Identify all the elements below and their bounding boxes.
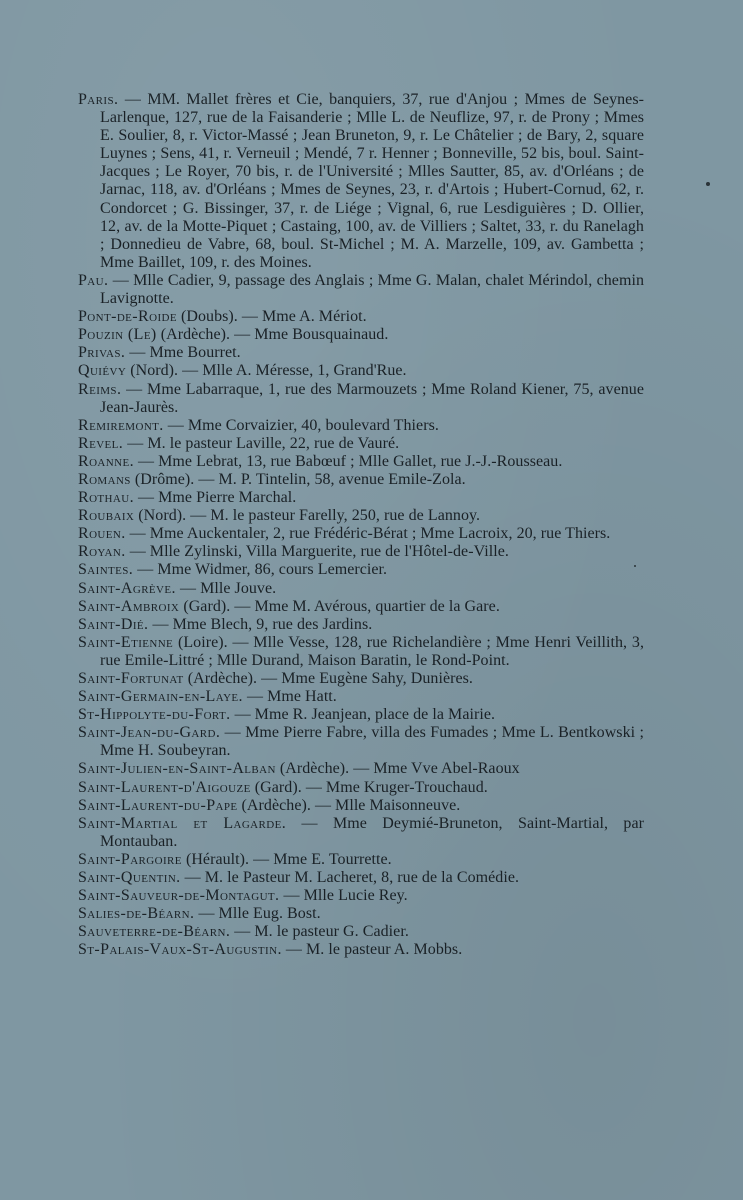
place-name: Revel.: [78, 434, 124, 452]
place-name: Pouzin (Le): [78, 326, 157, 344]
entry-text: — Mlle Zylinski, Villa Marguerite, rue de l'Hôtel-de-Ville.: [125, 543, 509, 561]
entry-text: (Gard). — Mme Kruger-Trouchaud.: [250, 778, 488, 796]
place-name: Saint-Etienne: [78, 633, 174, 651]
entry-text: (Ardèche). — Mme Vve Abel-Raoux: [275, 760, 520, 778]
place-name: Saint-Fortunat: [78, 670, 184, 687]
place-name: Privas.: [78, 344, 126, 362]
entry-text: — Mme Deymié-Bruneton, Saint-Martial, par Montauban.: [100, 814, 644, 850]
entry-pont-de-roide: [78, 308, 644, 326]
entry-saint-laurent-d-aigouze: [78, 779, 644, 797]
place-name: Roanne.: [78, 452, 134, 470]
ink-speck: [634, 565, 636, 567]
place-name: Sauveterre-de-Béarn.: [78, 923, 231, 941]
entry-saintes: [78, 561, 644, 579]
entry-saint-pargoire: [78, 851, 644, 869]
entry-text: — MM. Mallet frères et Cie, banquiers, 37, rue d'Anjou ; Mmes de Seynes-Larlenque, 127, rue de la Faisanderie ; Mlle L. de Neuflize, 97, r. de Prony ; Mmes E. Soulier, 8, r. Victor-Massé ; Jean Bruneton, 9, r. Le Châtelier ; de Bary, 2, square Luynes ; Sens, 41, r. Verneuil ; Mendé, 7 r. Henner ; Bonneville, 52 bis, boul. Saint-Jacques ; Le Royer, 70 bis, r. de l'Université ; Mlles Sautter, 85, av. d'Orléans ; de Jarnac, 118, av. d'Orléans ; Mmes de Seynes, 23, r. d'Artois ; Hubert-Cornud, 62, r. Condorcet ; G. Bissinger, 37, r. de Liége ; Vignal, 6, rue Lesdiguières ; D. Ollier, 12, av. de la Motte-Piquet ; Castaing, 100, av. de Villiers ; Saltet, 33, r. du Ranelagh ; Donnedieu de Vabre, 68, boul. St-Michel ; M. A. Marzelle, 109, av. Gambetta ; Mme Baillet, 109, r. des Moines.: [100, 91, 644, 271]
entry-text: — Mme Pierre Marchal.: [133, 489, 297, 507]
entry-text: — Mme Widmer, 86, cours Lemercier.: [133, 561, 388, 579]
entry-roanne: [78, 453, 644, 471]
entry-st-hippolyte-du-fort: [78, 706, 644, 724]
entry-text: — Mlle Lucie Rey.: [279, 887, 408, 905]
entry-text: (Ardèche). — Mlle Maisonneuve.: [237, 796, 461, 814]
entry-text: — Mme Auckentaler, 2, rue Frédéric-Bérat ; Mme Lacroix, 20, rue Thiers.: [125, 525, 611, 543]
entry-text: — Mme Bourret.: [125, 344, 241, 362]
place-name: Saint-Julien-en-Saint-Alban: [78, 760, 276, 778]
entry-text: — Mme Pierre Fabre, villa des Fumades ; Mme L. Bentkowski ; Mme H. Soubeyran.: [100, 724, 644, 760]
entry-st-palais-vaux-st-augustin: [78, 941, 644, 959]
entry-saint-sauveur-de-montagut: [78, 887, 644, 905]
place-name: Saint-Laurent-du-Pape: [78, 796, 238, 814]
entry-saint-fortunat: [78, 670, 644, 688]
entry-romans: [78, 471, 644, 489]
place-name: Roubaix: [78, 507, 135, 525]
place-name: Saint-Quentin.: [78, 869, 181, 887]
place-name: Royan.: [78, 543, 126, 561]
entry-text: — Mme Corvaizier, 40, boulevard Thiers.: [163, 416, 439, 434]
place-name: Reims.: [78, 380, 122, 398]
place-name: Salies-de-Béarn.: [78, 905, 195, 923]
entry-text: (Gard). — Mme M. Avérous, quartier de la Gare.: [179, 597, 500, 615]
entry-royan: [78, 543, 644, 561]
place-name: Saint-Ambroix: [78, 597, 180, 615]
entry-text: — Mlle Cadier, 9, passage des Anglais ; Mme G. Malan, chalet Mérindol, chemin Lavignotte.: [100, 271, 644, 308]
entry-saint-martial-et-lagarde: [78, 815, 644, 851]
entry-saint-die: [78, 616, 644, 634]
place-name: Pau.: [78, 271, 109, 289]
entry-privas: [78, 344, 644, 362]
place-name: Paris.: [78, 91, 119, 108]
entry-reims: [78, 381, 644, 417]
entry-text: (Nord). — M. le pasteur Farelly, 250, rue de Lannoy.: [134, 507, 481, 525]
entry-rothau: [78, 489, 644, 507]
entry-text: — Mlle Eug. Bost.: [194, 905, 321, 923]
place-name: Saint-Germain-en-Laye.: [78, 688, 243, 706]
entry-saint-jean-du-gard: [78, 724, 644, 760]
place-name: Pont-de-Roide: [78, 308, 177, 326]
directory-list: [78, 91, 644, 960]
entry-saint-germain-en-laye: [78, 688, 644, 706]
entry-text: (Ardèche). — Mme Bousquainaud.: [156, 326, 389, 344]
entry-paris: [78, 91, 644, 272]
entry-rouen: [78, 525, 644, 543]
entry-saint-ambroix: [78, 598, 644, 616]
place-name: Saintes.: [78, 561, 134, 579]
entry-text: — Mlle Jouve.: [175, 579, 277, 597]
entry-text: (Ardèche). — Mme Eugène Sahy, Dunières.: [183, 670, 473, 687]
place-name: Remiremont.: [78, 416, 164, 434]
entry-text: — Mme Labarraque, 1, rue des Marmouzets ; Mme Roland Kiener, 75, avenue Jean-Jaurès.: [100, 380, 644, 416]
place-name: St-Hippolyte-du-Fort.: [78, 706, 231, 724]
entry-saint-agreve: [78, 580, 644, 598]
entry-sauveterre-de-bearn: [78, 923, 644, 941]
entry-saint-julien-en-saint-alban: [78, 760, 644, 778]
entry-text: (Nord). — Mlle A. Méresse, 1, Grand'Rue.: [126, 362, 407, 380]
entry-text: (Hérault). — Mme E. Tourrette.: [181, 850, 392, 868]
place-name: Rouen.: [78, 525, 126, 543]
entry-text: — Mme Blech, 9, rue des Jardins.: [148, 615, 373, 633]
ink-speck: [706, 182, 710, 186]
place-name: Saint-Agrève.: [78, 579, 176, 597]
entry-text: — Mme R. Jeanjean, place de la Mairie.: [230, 706, 496, 724]
place-name: Saint-Dié.: [78, 615, 149, 633]
entry-roubaix: [78, 507, 644, 525]
entry-text: — M. le pasteur Laville, 22, rue de Vauré.: [123, 434, 400, 452]
place-name: Saint-Martial et Lagarde.: [78, 814, 287, 832]
entry-pau: [78, 272, 644, 308]
entry-text: (Loire). — Mlle Vesse, 128, rue Richelandière ; Mme Henri Veillith, 3, rue Emile-Littré ; Mlle Durand, Maison Baratin, le Rond-Point.: [100, 633, 644, 669]
entry-saint-etienne: [78, 634, 644, 670]
place-name: Saint-Jean-du-Gard.: [78, 724, 221, 742]
entry-quievy: [78, 362, 644, 380]
entry-text: — M. le pasteur G. Cadier.: [230, 923, 409, 941]
entry-text: (Drôme). — M. P. Tintelin, 58, avenue Emile-Zola.: [130, 470, 466, 488]
entry-text: — Mme Lebrat, 13, rue Babœuf ; Mlle Gallet, rue J.-J.-Rousseau.: [133, 452, 563, 470]
entry-pouzin: [78, 326, 644, 344]
place-name: Rothau.: [78, 489, 134, 507]
place-name: Saint-Laurent-d'Aigouze: [78, 778, 251, 796]
entry-text: — M. le pasteur A. Mobbs.: [281, 941, 463, 959]
place-name: St-Palais-Vaux-St-Augustin.: [78, 941, 282, 959]
entry-revel: [78, 435, 644, 453]
entry-saint-quentin: [78, 869, 644, 887]
entry-salies-de-bearn: [78, 905, 644, 923]
entry-text: — M. le Pasteur M. Lacheret, 8, rue de la Comédie.: [180, 869, 520, 887]
place-name: Quiévy: [78, 362, 127, 380]
place-name: Saint-Sauveur-de-Montagut.: [78, 887, 280, 905]
place-name: Romans: [78, 470, 131, 488]
entry-text: (Doubs). — Mme A. Mériot.: [176, 308, 367, 326]
place-name: Saint-Pargoire: [78, 850, 182, 868]
entry-saint-laurent-du-pape: [78, 797, 644, 815]
entry-text: — Mme Hatt.: [242, 688, 337, 706]
entry-remiremont: [78, 417, 644, 435]
